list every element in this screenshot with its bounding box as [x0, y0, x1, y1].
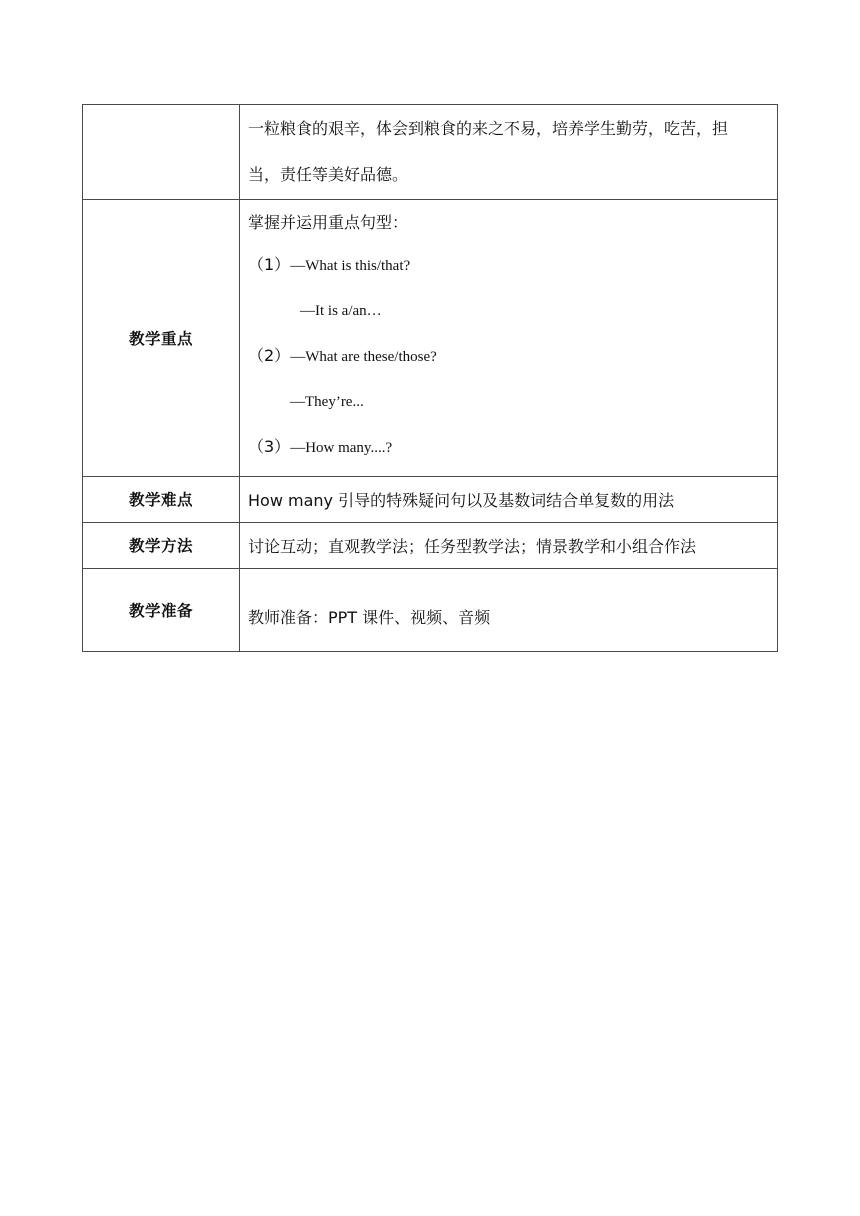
teaching-preparation-content: 教师准备：PPT 课件、视频、音频	[240, 568, 778, 651]
table-row-values	[83, 105, 778, 200]
focus-answer-1: —It is a/an…	[300, 302, 382, 319]
teaching-method-content: 讨论互动；直观教学法；任务型教学法；情景教学和小组合作法	[240, 522, 778, 568]
values-line-2: 当，责任等美好品德。	[248, 165, 409, 184]
table-row-teaching-focus	[83, 200, 778, 477]
teaching-difficulty-content: How many 引导的特殊疑问句以及基数词结合单复数的用法	[240, 476, 778, 522]
focus-q3-number: （3）	[248, 437, 291, 457]
focus-answer-2: —They’re...	[290, 393, 364, 410]
focus-sentence-1	[248, 248, 771, 294]
teaching-preparation-label: 教学准备	[83, 568, 240, 651]
focus-sentence-2	[248, 339, 771, 385]
focus-q1-number: （1）	[248, 255, 291, 274]
lesson-plan-table	[82, 104, 778, 652]
table-row-teaching-preparation	[83, 568, 778, 651]
table-row-teaching-method	[83, 522, 778, 568]
focus-intro: 掌握并运用重点句型：	[248, 213, 409, 232]
focus-sentence-3	[248, 430, 771, 476]
teaching-method-label: 教学方法	[83, 522, 240, 568]
teaching-focus-label: 教学重点	[83, 200, 240, 477]
focus-q3-text: —How many....?	[290, 440, 393, 457]
teaching-focus-content	[240, 200, 778, 477]
focus-q2-number: （2）	[248, 346, 291, 366]
values-label-cell	[83, 105, 240, 200]
values-content-cell	[240, 105, 778, 200]
teaching-difficulty-label: 教学难点	[83, 476, 240, 522]
values-line-1: 一粒粮食的艰辛，体会到粮食的来之不易，培养学生勤劳，吃苦，担	[248, 119, 729, 138]
table-row-teaching-difficulty	[83, 476, 778, 522]
focus-q2-text: —What are these/those?	[290, 349, 437, 366]
focus-q1-text: —What is this/that?	[290, 258, 411, 274]
